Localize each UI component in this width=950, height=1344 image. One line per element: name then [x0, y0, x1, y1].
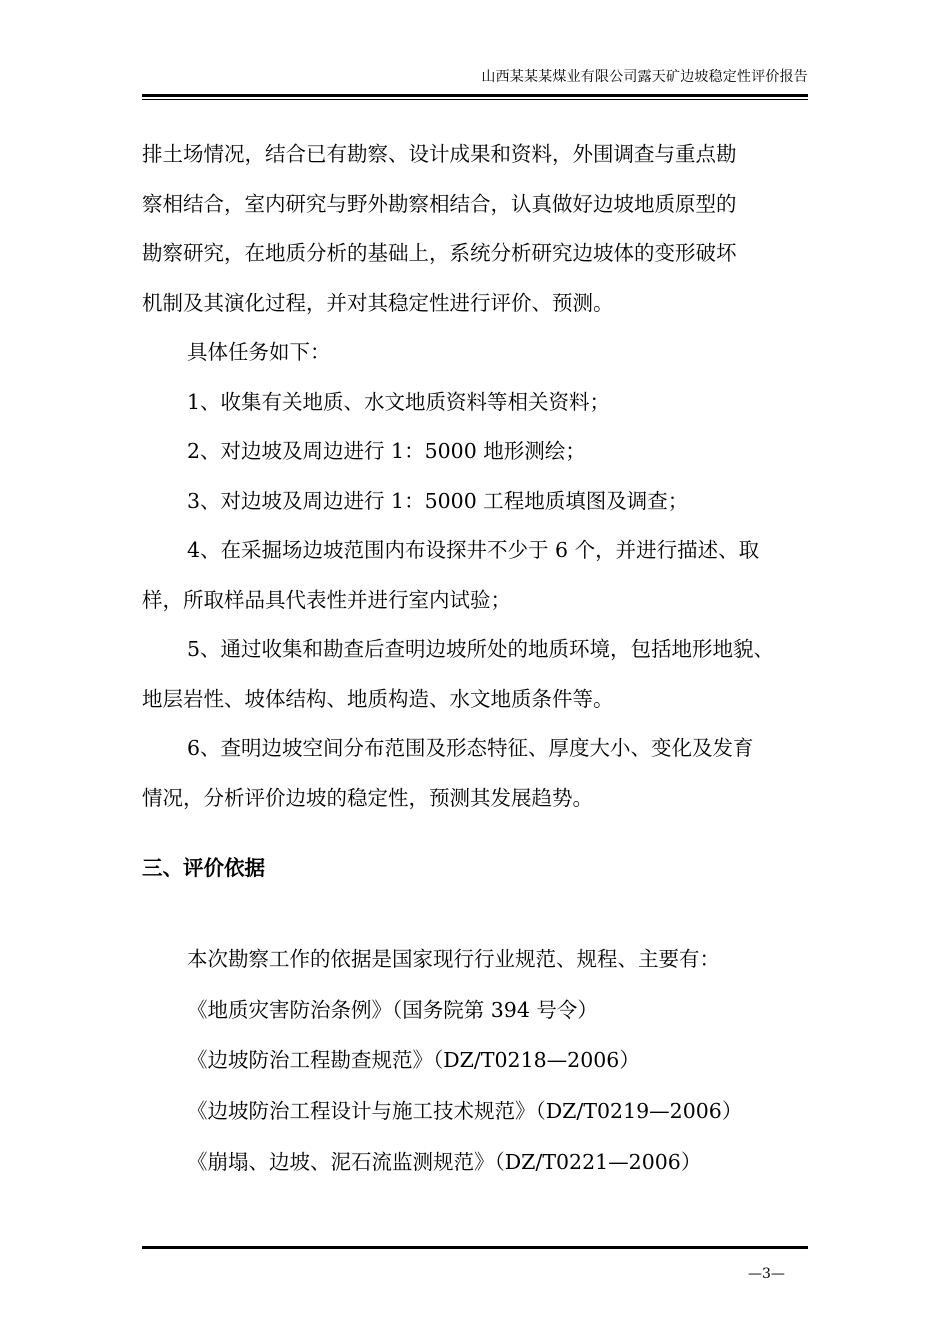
- task-item-2: 2、对边坡及周边进行 1：5000 地形测绘；: [187, 439, 586, 463]
- page-number: —3—: [748, 1266, 785, 1282]
- task-item-3: 3、对边坡及周边进行 1：5000 工程地质填图及调查；: [187, 488, 689, 513]
- reference-list: [142, 934, 814, 1187]
- paragraph-line: 勘察研究，在地质分析的基础上，系统分析研究边坡体的变形破坏: [142, 241, 737, 265]
- task-item-6: 6、查明边坡空间分布范围及形态特征、厚度大小、变化及发育: [187, 736, 754, 760]
- task-item-5: 5、通过收集和勘查后查明边坡所处的地质环境，包括地形地貌、: [187, 637, 775, 661]
- reference-item: 《边坡防治工程设计与施工技术规范》（DZ/T0219—2006）: [187, 1099, 743, 1124]
- footer-rule: [142, 1246, 808, 1249]
- task-item-4-cont: 样，所取样品具代表性并进行室内试验；: [142, 587, 511, 612]
- reference-intro: 本次勘察工作的依据是国家现行行业规范、规程、主要有：: [187, 947, 720, 971]
- paragraph-line: 察相结合，室内研究与野外勘察相结合，认真做好边坡地质原型的: [142, 191, 737, 216]
- header-rule: [142, 94, 808, 97]
- paragraph-line: 机制及其演化过程，并对其稳定性进行评价、预测。: [142, 290, 614, 315]
- header-rule-thin: [142, 99, 808, 100]
- section-title: 三、评价依据: [142, 856, 265, 880]
- task-item-1: 1、收集有关地质、水文地质资料等相关资料；: [187, 389, 611, 414]
- task-item-4: 4、在采掘场边坡范围内布设探井不少于 6 个，并进行描述、取: [187, 538, 760, 562]
- reference-item: 《边坡防治工程勘查规范》（DZ/T0218—2006）: [187, 1048, 640, 1073]
- task-intro: 具体任务如下：: [187, 340, 331, 364]
- body-text: [142, 130, 814, 823]
- paragraph-line: 排土场情况，结合已有勘察、设计成果和资料，外围调查与重点勘: [142, 142, 737, 166]
- reference-item: 《崩塌、边坡、泥石流监测规范》（DZ/T0221—2006）: [187, 1149, 702, 1174]
- reference-item: 《地质灾害防治条例》（国务院第 394 号令）: [187, 997, 598, 1022]
- task-item-6-cont: 情况，分析评价边坡的稳定性，预测其发展趋势。: [142, 785, 593, 810]
- task-item-5-cont: 地层岩性、坡体结构、地质构造、水文地质条件等。: [142, 686, 614, 711]
- running-header: 山西某某某煤业有限公司露天矿边坡稳定性评价报告: [481, 69, 808, 85]
